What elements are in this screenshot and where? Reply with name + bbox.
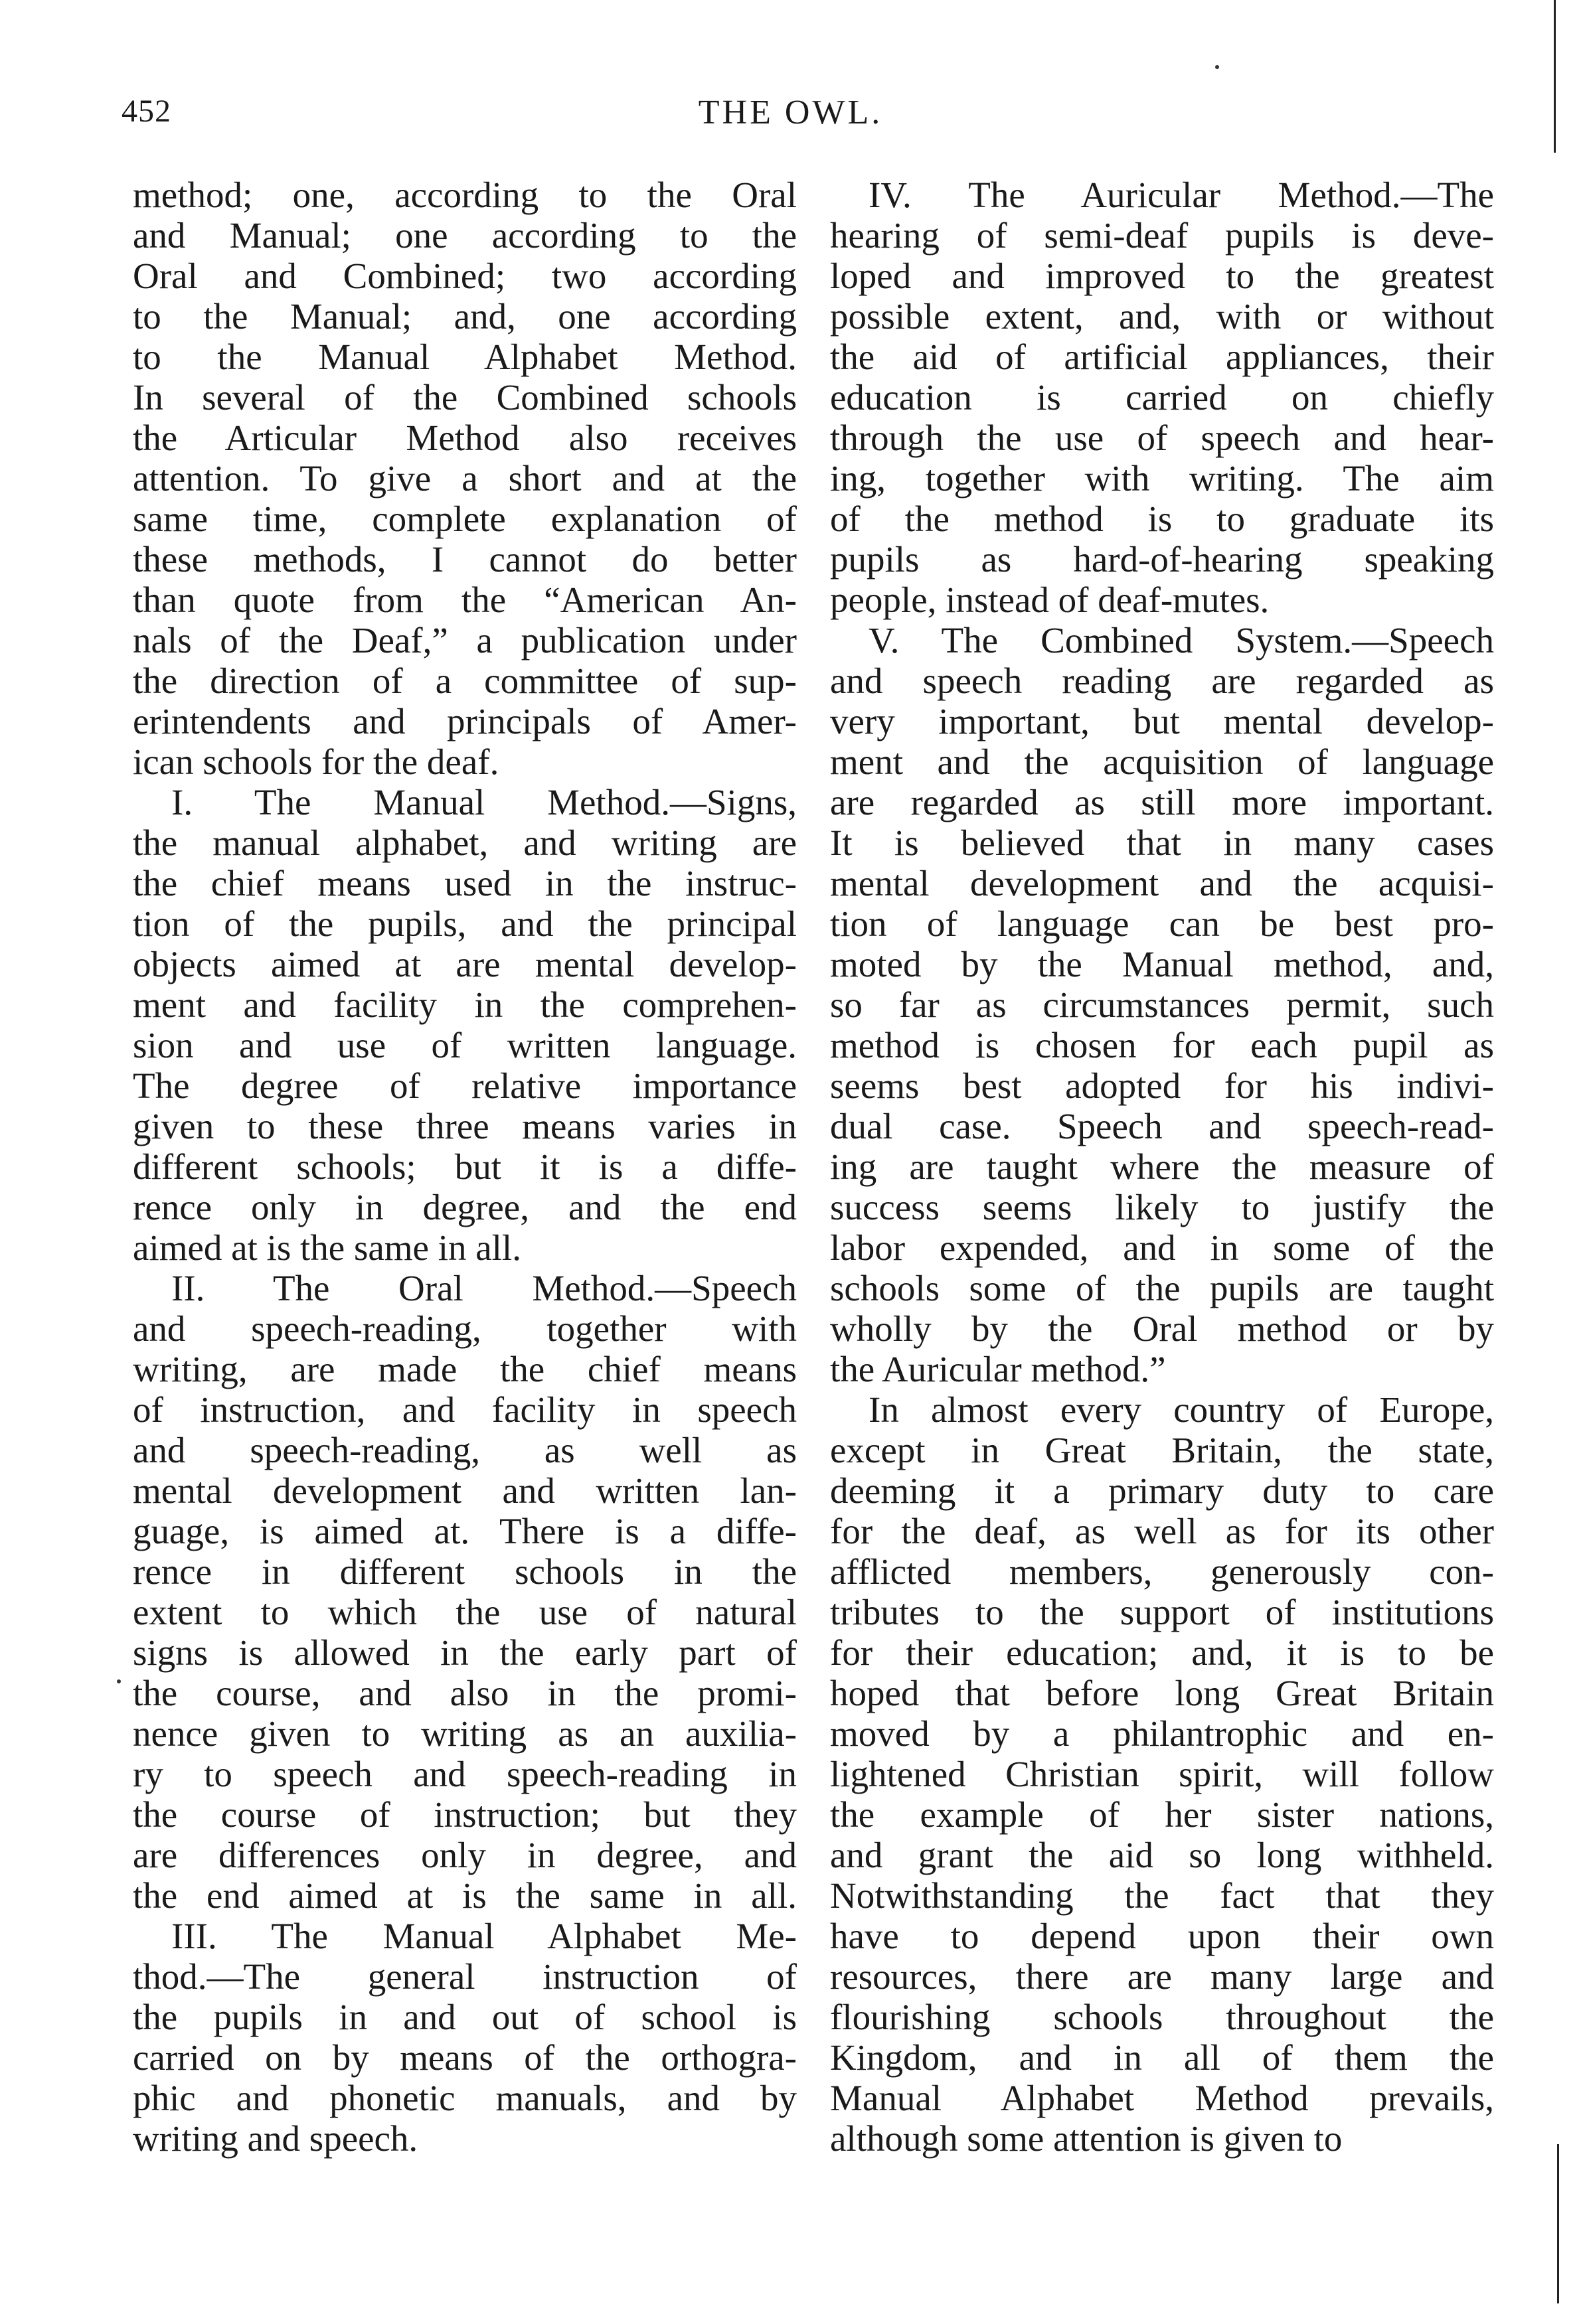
text-line: Oral and Combined; two according — [133, 256, 797, 296]
text-line: phic and phonetic manuals, and by — [133, 2078, 797, 2118]
scan-speck — [117, 1679, 121, 1683]
text-line: In several of the Combined schools — [133, 377, 797, 418]
text-line: signs is allowed in the early part of — [133, 1632, 797, 1673]
text-line: and speech-reading, together with — [133, 1308, 797, 1349]
text-line: success seems likely to justify the — [830, 1187, 1494, 1227]
text-line: given to these three means varies in — [133, 1106, 797, 1146]
text-line: ment and the acquisition of language — [830, 741, 1494, 782]
text-line: and Manual; one according to the — [133, 215, 797, 256]
text-line: flourishing schools throughout the — [830, 1997, 1494, 2037]
text-line: dual case. Speech and speech-read- — [830, 1106, 1494, 1146]
text-line: so far as circumstances permit, such — [830, 984, 1494, 1025]
text-line: hoped that before long Great Britain — [830, 1673, 1494, 1713]
text-line: carried on by means of the orthogra- — [133, 2037, 797, 2078]
text-line: thod.—The general instruction of — [133, 1956, 797, 1997]
scan-edge-rule — [1554, 0, 1556, 153]
text-line: guage, is aimed at. There is a diffe- — [133, 1511, 797, 1551]
text-line: for the deaf, as well as for its other — [830, 1511, 1494, 1551]
text-line: to the Manual Alphabet Method. — [133, 337, 797, 377]
text-line: the pupils in and out of school is — [133, 1997, 797, 2037]
text-line: objects aimed at are mental develop- — [133, 944, 797, 984]
text-line: seems best adopted for his indivi- — [830, 1065, 1494, 1106]
text-line: II. The Oral Method.—Speech — [171, 1268, 797, 1308]
text-line: the course, and also in the promi- — [133, 1673, 797, 1713]
text-line: are differences only in degree, and — [133, 1835, 797, 1875]
text-line: the example of her sister nations, — [830, 1794, 1494, 1835]
text-line: and speech reading are regarded as — [830, 660, 1494, 701]
text-line: tion of language can be best pro- — [830, 903, 1494, 944]
text-line: afflicted members, generously con- — [830, 1551, 1494, 1592]
text-line: erintendents and principals of Amer- — [133, 701, 797, 741]
text-line: of the method is to graduate its — [830, 499, 1494, 539]
text-line: ing are taught where the measure of — [830, 1146, 1494, 1187]
text-line: tion of the pupils, and the principal — [133, 903, 797, 944]
text-line: labor expended, and in some of the — [830, 1227, 1494, 1268]
text-line: except in Great Britain, the state, — [830, 1430, 1494, 1470]
text-line: III. The Manual Alphabet Me- — [171, 1916, 797, 1956]
text-line: V. The Combined System.—Speech — [869, 620, 1494, 660]
text-line: Notwithstanding the fact that they — [830, 1875, 1494, 1916]
running-head: THE OWL. — [698, 94, 883, 131]
text-line: nence given to writing as an auxilia- — [133, 1713, 797, 1754]
text-line: resources, there are many large and — [830, 1956, 1494, 1997]
text-line: people, instead of deaf-mutes. — [830, 580, 1270, 620]
text-line: deeming it a primary duty to care — [830, 1470, 1494, 1511]
text-line: Manual Alphabet Method prevails, — [830, 2078, 1494, 2118]
text-line: for their education; and, it is to be — [830, 1632, 1494, 1673]
text-line: the aid of artificial appliances, their — [830, 337, 1494, 377]
text-line: and speech-reading, as well as — [133, 1430, 797, 1470]
text-line: the direction of a committee of sup- — [133, 660, 797, 701]
text-line: wholly by the Oral method or by — [830, 1308, 1494, 1349]
text-line: moved by a philantrophic and en- — [830, 1713, 1494, 1754]
text-line: these methods, I cannot do better — [133, 539, 797, 580]
text-line: of instruction, and facility in speech — [133, 1389, 797, 1430]
text-line: attention. To give a short and at the — [133, 458, 797, 499]
text-line: It is believed that in many cases — [830, 822, 1494, 863]
text-line: I. The Manual Method.—Signs, — [171, 782, 797, 822]
text-line: the manual alphabet, and writing are — [133, 822, 797, 863]
right-column — [830, 175, 1494, 2199]
text-line: The degree of relative importance — [133, 1065, 797, 1106]
text-line: education is carried on chiefly — [830, 377, 1494, 418]
text-line: pupils as hard-of-hearing speaking — [830, 539, 1494, 580]
text-line: Kingdom, and in all of them the — [830, 2037, 1494, 2078]
text-line: have to depend upon their own — [830, 1916, 1494, 1956]
text-line: although some attention is given to — [830, 2118, 1343, 2159]
text-line: possible extent, and, with or without — [830, 296, 1494, 337]
text-line: sion and use of written language. — [133, 1025, 797, 1065]
text-line: the Auricular method.” — [830, 1349, 1166, 1389]
text-line: ry to speech and speech-reading in — [133, 1754, 797, 1794]
text-line: than quote from the “American An- — [133, 580, 797, 620]
text-line: the chief means used in the instruc- — [133, 863, 797, 903]
text-line: mental development and the acquisi- — [830, 863, 1494, 903]
page-number: 452 — [122, 94, 171, 129]
text-line: through the use of speech and hear- — [830, 418, 1494, 458]
text-line: very important, but mental develop- — [830, 701, 1494, 741]
text-line: ing, together with writing. The aim — [830, 458, 1494, 499]
text-line: ment and facility in the comprehen- — [133, 984, 797, 1025]
text-line: ican schools for the deaf. — [133, 741, 499, 782]
text-line: the end aimed at is the same in all. — [133, 1875, 797, 1916]
text-line: are regarded as still more important. — [830, 782, 1494, 822]
text-line: method; one, according to the Oral — [133, 175, 797, 215]
text-line: loped and improved to the greatest — [830, 256, 1494, 296]
text-line: same time, complete explanation of — [133, 499, 797, 539]
text-line: and grant the aid so long withheld. — [830, 1835, 1494, 1875]
text-line: aimed at is the same in all. — [133, 1227, 521, 1268]
text-line: method is chosen for each pupil as — [830, 1025, 1494, 1065]
text-line: rence in different schools in the — [133, 1551, 797, 1592]
text-line: rence only in degree, and the end — [133, 1187, 797, 1227]
text-line: to the Manual; and, one according — [133, 296, 797, 337]
text-line: In almost every country of Europe, — [869, 1389, 1494, 1430]
text-line: tributes to the support of institutions — [830, 1592, 1494, 1632]
text-line: lightened Christian spirit, will follow — [830, 1754, 1494, 1794]
text-line: the Articular Method also receives — [133, 418, 797, 458]
text-line: IV. The Auricular Method.—The — [869, 175, 1494, 215]
text-line: writing, are made the chief means — [133, 1349, 797, 1389]
text-line: nals of the Deaf,” a publication under — [133, 620, 797, 660]
scan-edge-rule — [1557, 2144, 1559, 2303]
text-line: extent to which the use of natural — [133, 1592, 797, 1632]
text-line: hearing of semi-deaf pupils is deve- — [830, 215, 1494, 256]
text-line: writing and speech. — [133, 2118, 418, 2159]
left-column — [133, 175, 797, 2199]
scan-speck — [1215, 65, 1219, 69]
text-line: the course of instruction; but they — [133, 1794, 797, 1835]
text-line: different schools; but it is a diffe- — [133, 1146, 797, 1187]
text-line: schools some of the pupils are taught — [830, 1268, 1494, 1308]
text-line: moted by the Manual method, and, — [830, 944, 1494, 984]
text-line: mental development and written lan- — [133, 1470, 797, 1511]
